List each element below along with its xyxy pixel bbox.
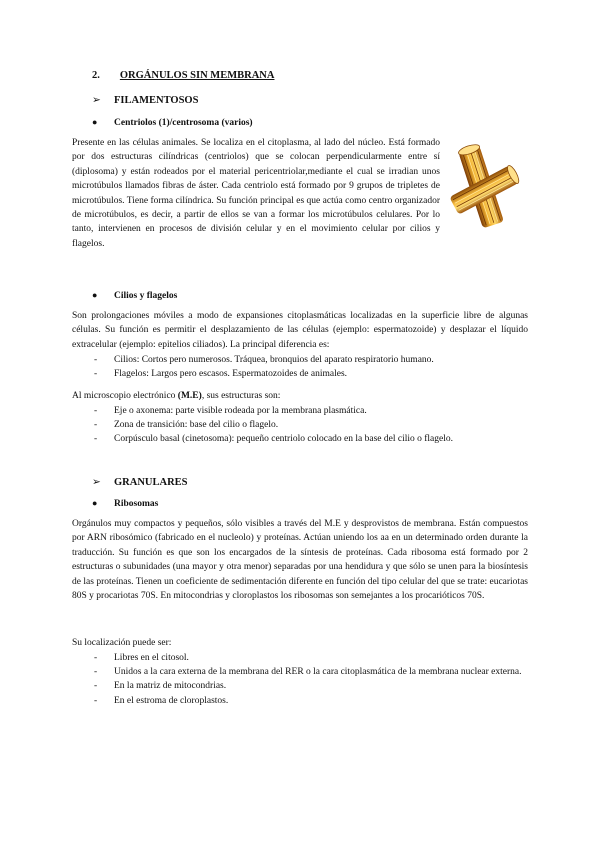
bullet-dot-icon: ● <box>92 117 98 127</box>
filamentosos-heading: ➢ FILAMENTOSOS <box>92 95 199 106</box>
list-item: - Flagelos: Largos pero escasos. Espermatozoides de animales. <box>92 367 528 381</box>
centriolos-paragraph: Presente en las células animales. Se localiza en el citoplasma, al lado del núcleo. Está formado por dos estructuras cilíndricas (centriolos) que se colocan perpendicularmente entre sí (diplosoma) y están rodeados por el material pericentriolar,mediante el cual se irradian unos microtúbulos llamados fibras de áster. Cada centriolo está formado por 9 grupos de tripletes de microtúbulos. Tiene forma cilíndrica. Su función principal es que actúa como centro organizador de microtúbulos, es decir, a partir de ellos se van a formar los microtúbulos celulares. Por lo tanto, intervienen en procesos de división celular y en el movimiento celular por cilios y flagelos. <box>72 138 440 249</box>
section-number: 2. <box>92 70 100 81</box>
me-list <box>92 404 528 447</box>
centriole-image <box>446 140 522 232</box>
section-title <box>92 70 274 81</box>
granulares-heading: ➢ GRANULARES <box>92 477 188 488</box>
centriolos-heading: ● Centriolos (1)/centrosoma (varios) <box>92 117 253 128</box>
arrow-bullet-icon: ➢ <box>92 95 101 106</box>
bullet-dot-icon: ● <box>92 290 98 300</box>
list-item: - En la matriz de mitocondrias. <box>92 679 528 693</box>
localizacion-list <box>92 651 528 708</box>
ribosomas-paragraph: Orgánulos muy compactos y pequeños, sólo visibles a través del M.E y desprovistos de membrana. Están compuestos por ARN ribosómico (fabricado en el nucleolo) y proteínas. Actúan uniendo los aa en un determinado orden durante la traducción. Su función es que son los encargados de la síntesis de proteínas. Cada ribosoma está formado por 2 estructuras o subunidades (una mayor y otra menor) separadas por una hendidura y que sólo se unen para la biosíntesis de las proteínas. Tienen un coeficiente de sedimentación diferente en función del tipo celular del que se trate: eucariotas 80S y procariotas 70S. En mitocondrias y cloroplastos los ribosomas son semejantes a los procarióticos 70S. <box>72 519 528 602</box>
bullet-dot-icon: ● <box>92 498 98 508</box>
list-item: - Eje o axonema: parte visible rodeada por la membrana plasmática. <box>92 404 528 418</box>
list-item: - Unidos a la cara externa de la membrana del RER o la cara citoplasmática de la membrana nuclear externa. <box>92 665 528 679</box>
cilios-list <box>92 353 528 381</box>
cilios-paragraph: Son prolongaciones móviles a modo de expansiones citoplasmáticas localizadas en la superficie libre de algunas células. Su función es permitir el desplazamiento de las células (ejemplo: espermatozoide) y desplazar el líquido extracelular (ejemplo: epitelios ciliados). La principal diferencia es: <box>72 311 528 350</box>
ribosomas-heading: ● Ribosomas <box>92 498 159 509</box>
list-item: - Zona de transición: base del cilio o flagelo. <box>92 418 528 432</box>
cilios-heading: ● Cilios y flagelos <box>92 290 178 301</box>
section-title-text: ORGÁNULOS SIN MEMBRANA <box>119 70 275 81</box>
list-item: - En el estroma de cloroplastos. <box>92 694 528 708</box>
list-item: - Cilios: Cortos pero numerosos. Tráquea, bronquios del aparato respiratorio humano. <box>92 353 528 367</box>
list-item: - Corpúsculo basal (cinetosoma): pequeño centriolo colocado en la base del cilio o flagelo. <box>92 432 528 446</box>
localizacion-intro: Su localización puede ser: <box>72 638 172 648</box>
list-item: - Libres en el citosol. <box>92 651 528 665</box>
me-intro: Al microscopio electrónico (M.E), sus estructuras son: <box>72 391 281 401</box>
arrow-bullet-icon: ➢ <box>92 477 101 488</box>
